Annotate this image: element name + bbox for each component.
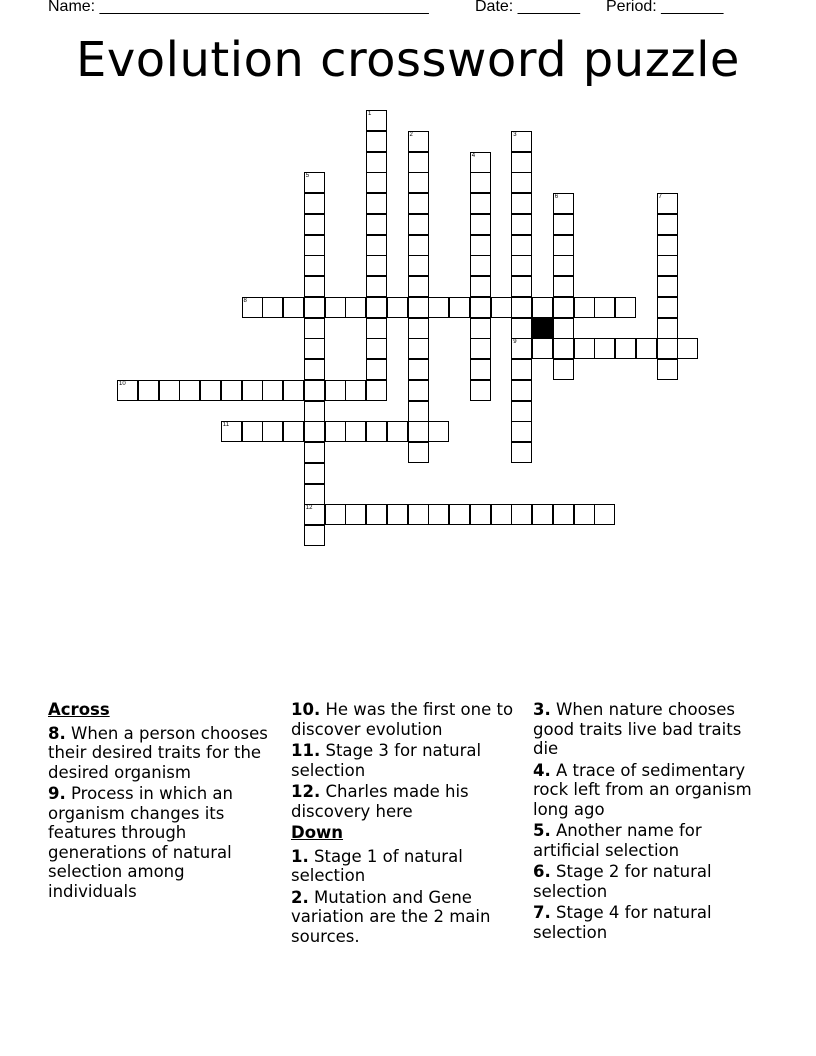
grid-cell[interactable] — [304, 504, 325, 525]
grid-cell[interactable] — [408, 152, 429, 173]
clue-across-8: 8. When a person chooses their desired traits for the desired organism — [48, 723, 268, 782]
grid-cell[interactable] — [304, 442, 325, 463]
grid-cell[interactable] — [491, 504, 512, 525]
grid-cell[interactable] — [159, 380, 180, 401]
grid-cell[interactable] — [511, 152, 532, 173]
grid-cell[interactable] — [366, 214, 387, 235]
grid-cell[interactable] — [262, 380, 283, 401]
grid-cell[interactable] — [304, 338, 325, 359]
grid-cell[interactable] — [470, 193, 491, 214]
grid-cell[interactable] — [574, 338, 595, 359]
grid-cell[interactable] — [304, 463, 325, 484]
clue-across-12: 12. Charles made his discovery here — [291, 782, 469, 821]
grid-cell[interactable] — [408, 276, 429, 297]
grid-cell[interactable] — [574, 504, 595, 525]
grid-cell[interactable] — [511, 504, 532, 525]
grid-cell[interactable] — [511, 255, 532, 276]
grid-cell[interactable] — [511, 193, 532, 214]
grid-cell[interactable] — [511, 380, 532, 401]
grid-cell[interactable] — [553, 504, 574, 525]
grid-cell[interactable] — [345, 380, 366, 401]
grid-cell[interactable] — [408, 131, 429, 152]
grid-cell[interactable] — [179, 380, 200, 401]
grid-cell[interactable] — [117, 380, 138, 401]
grid-cell[interactable] — [470, 235, 491, 256]
clue-number: 6 — [554, 194, 559, 200]
clue-number: 9 — [513, 339, 517, 346]
clue-number: 1 — [368, 111, 372, 117]
clue-number: 3 — [513, 131, 517, 138]
grid-cell[interactable] — [511, 172, 532, 193]
grid-cell[interactable] — [553, 359, 574, 380]
grid-cell[interactable] — [511, 359, 532, 380]
grid-cell[interactable] — [366, 338, 387, 359]
grid-cell[interactable] — [366, 421, 387, 442]
grid-cell[interactable] — [657, 193, 678, 214]
grid-cell[interactable] — [574, 297, 595, 318]
grid-cell[interactable] — [304, 193, 325, 214]
grid-cell[interactable] — [304, 401, 325, 422]
grid-cell[interactable] — [470, 152, 491, 173]
grid-cell[interactable] — [366, 504, 387, 525]
grid-cell[interactable] — [428, 504, 449, 525]
grid-cell[interactable] — [408, 442, 429, 463]
grid-cell[interactable] — [511, 214, 532, 235]
grid-cell[interactable] — [470, 504, 491, 525]
grid-cell[interactable] — [304, 359, 325, 380]
grid-cell[interactable] — [511, 442, 532, 463]
grid-cell[interactable] — [408, 504, 429, 525]
clue-number: 12 — [305, 505, 313, 512]
clues-column-1 — [48, 700, 273, 903]
grid-cell[interactable] — [408, 318, 429, 339]
grid-cell[interactable] — [491, 297, 512, 318]
grid-cell[interactable] — [283, 421, 304, 442]
grid-cell[interactable] — [366, 235, 387, 256]
grid-cell[interactable] — [366, 297, 387, 318]
grid-cell[interactable] — [470, 255, 491, 276]
grid-cell[interactable] — [200, 380, 221, 401]
grid-cell[interactable] — [366, 276, 387, 297]
grid-cell[interactable] — [387, 297, 408, 318]
grid-cell[interactable] — [470, 172, 491, 193]
down-heading: Down — [291, 823, 344, 842]
black-square — [532, 318, 553, 339]
period-field[interactable]: Period: _______ — [606, 0, 724, 15]
grid-cell[interactable] — [304, 380, 325, 401]
grid-cell[interactable] — [242, 380, 263, 401]
clue-down-1: 1. Stage 1 of natural selection — [291, 846, 463, 885]
grid-cell[interactable] — [242, 421, 263, 442]
grid-cell[interactable] — [366, 152, 387, 173]
grid-cell[interactable] — [325, 504, 346, 525]
grid-cell[interactable] — [408, 235, 429, 256]
clue-down-4: 4. A trace of sedimentary rock left from an organism long ago — [533, 760, 752, 819]
grid-cell[interactable] — [615, 338, 636, 359]
grid-cell[interactable] — [408, 338, 429, 359]
clue-down-2: 2. Mutation and Gene variation are the 2 main sources. — [291, 887, 491, 946]
grid-cell[interactable] — [366, 359, 387, 380]
grid-cell[interactable] — [657, 255, 678, 276]
grid-cell[interactable] — [408, 421, 429, 442]
grid-cell[interactable] — [366, 380, 387, 401]
grid-cell[interactable] — [325, 380, 346, 401]
grid-cell[interactable] — [304, 172, 325, 193]
grid-cell[interactable] — [636, 338, 657, 359]
grid-cell[interactable] — [470, 359, 491, 380]
grid-cell[interactable] — [470, 276, 491, 297]
grid-cell[interactable] — [470, 338, 491, 359]
grid-cell[interactable] — [242, 297, 263, 318]
clue-down-5: 5. Another name for artificial selection — [533, 821, 702, 860]
grid-cell[interactable] — [387, 421, 408, 442]
clue-number: 2 — [409, 131, 413, 138]
grid-cell[interactable] — [366, 131, 387, 152]
grid-cell[interactable] — [387, 504, 408, 525]
clue-number: 4 — [471, 152, 476, 159]
grid-cell[interactable] — [511, 235, 532, 256]
grid-cell[interactable] — [511, 276, 532, 297]
grid-cell[interactable] — [366, 172, 387, 193]
grid-cell[interactable] — [345, 421, 366, 442]
grid-cell[interactable] — [304, 235, 325, 256]
page-title: Evolution crossword puzzle — [76, 32, 740, 88]
grid-cell[interactable] — [304, 214, 325, 235]
grid-cell[interactable] — [283, 297, 304, 318]
grid-cell[interactable] — [657, 297, 678, 318]
grid-cell[interactable] — [262, 297, 283, 318]
grid-cell[interactable] — [325, 297, 346, 318]
grid-cell[interactable] — [408, 214, 429, 235]
grid-cell[interactable] — [470, 214, 491, 235]
grid-cell[interactable] — [304, 276, 325, 297]
grid-cell[interactable] — [408, 401, 429, 422]
grid-cell[interactable] — [553, 276, 574, 297]
clue-number: 5 — [305, 173, 310, 180]
grid-cell[interactable] — [532, 504, 553, 525]
grid-cell[interactable] — [532, 338, 553, 359]
clue-number: 10 — [119, 380, 126, 387]
date-field[interactable]: Date: _______ — [475, 0, 580, 15]
clue-down-3: 3. When nature chooses good traits live bad traits die — [533, 700, 742, 758]
grid-cell[interactable] — [304, 318, 325, 339]
grid-cell[interactable] — [511, 318, 532, 339]
grid-cell[interactable] — [408, 297, 429, 318]
grid-cell[interactable] — [366, 193, 387, 214]
grid-cell[interactable] — [511, 421, 532, 442]
clue-down-6: 6. Stage 2 for natural selection — [533, 862, 712, 901]
grid-cell[interactable] — [345, 504, 366, 525]
grid-cell[interactable] — [470, 297, 491, 318]
grid-cell[interactable] — [657, 338, 678, 359]
grid-cell[interactable] — [553, 214, 574, 235]
grid-cell[interactable] — [594, 504, 615, 525]
grid-cell[interactable] — [449, 504, 470, 525]
grid-cell[interactable] — [511, 297, 532, 318]
grid-cell[interactable] — [657, 214, 678, 235]
clue-number: 8 — [243, 297, 247, 304]
grid-cell[interactable] — [657, 359, 678, 380]
grid-cell[interactable] — [138, 380, 159, 401]
clue-across-11: 11. Stage 3 for natural selection — [291, 741, 482, 780]
grid-cell[interactable] — [304, 525, 325, 546]
grid-cell[interactable] — [532, 297, 553, 318]
grid-cell[interactable] — [304, 297, 325, 318]
grid-cell[interactable] — [511, 338, 532, 359]
name-field[interactable]: Name: _____________________________________ — [48, 0, 429, 15]
clue-across-9: 9. Process in which an organism changes its features through generations of natural selection among individuals — [48, 784, 234, 901]
grid-cell[interactable] — [594, 297, 615, 318]
grid-cell[interactable] — [283, 380, 304, 401]
grid-cell[interactable] — [553, 193, 574, 214]
grid-cell[interactable] — [408, 172, 429, 193]
grid-cell[interactable] — [553, 255, 574, 276]
grid-cell[interactable] — [428, 297, 449, 318]
grid-cell[interactable] — [553, 318, 574, 339]
grid-cell[interactable] — [657, 235, 678, 256]
grid-cell[interactable] — [366, 255, 387, 276]
clue-down-7: 7. Stage 4 for natural selection — [533, 903, 712, 942]
grid-cell[interactable] — [408, 193, 429, 214]
grid-cell[interactable] — [677, 338, 698, 359]
grid-cell[interactable] — [221, 380, 242, 401]
grid-cell[interactable] — [470, 318, 491, 339]
grid-cell[interactable] — [304, 484, 325, 505]
grid-cell[interactable] — [428, 421, 449, 442]
grid-cell[interactable] — [553, 235, 574, 256]
clue-number: 7 — [658, 194, 662, 200]
grid-cell[interactable] — [657, 318, 678, 339]
grid-cell[interactable] — [511, 131, 532, 152]
across-heading: Across — [48, 700, 110, 719]
grid-cell[interactable] — [262, 421, 283, 442]
grid-cell[interactable] — [449, 297, 470, 318]
grid-cell[interactable] — [553, 297, 574, 318]
grid-cell[interactable] — [325, 421, 346, 442]
grid-cell[interactable] — [408, 359, 429, 380]
grid-cell[interactable] — [594, 338, 615, 359]
grid-cell[interactable] — [470, 380, 491, 401]
grid-cell[interactable] — [345, 297, 366, 318]
clue-number: 11 — [222, 422, 230, 429]
grid-cell[interactable] — [304, 421, 325, 442]
grid-cell[interactable] — [366, 110, 387, 131]
clues-column-2 — [291, 700, 516, 948]
grid-cell[interactable] — [511, 401, 532, 422]
clues-column-3 — [533, 700, 758, 944]
grid-cell[interactable] — [408, 380, 429, 401]
grid-cell[interactable] — [615, 297, 636, 318]
grid-cell[interactable] — [304, 255, 325, 276]
clue-across-10: 10. He was the first one to discover evolution — [291, 700, 514, 739]
grid-cell[interactable] — [657, 276, 678, 297]
grid-cell[interactable] — [366, 318, 387, 339]
grid-cell[interactable] — [221, 421, 242, 442]
grid-cell[interactable] — [553, 338, 574, 359]
grid-cell[interactable] — [408, 255, 429, 276]
